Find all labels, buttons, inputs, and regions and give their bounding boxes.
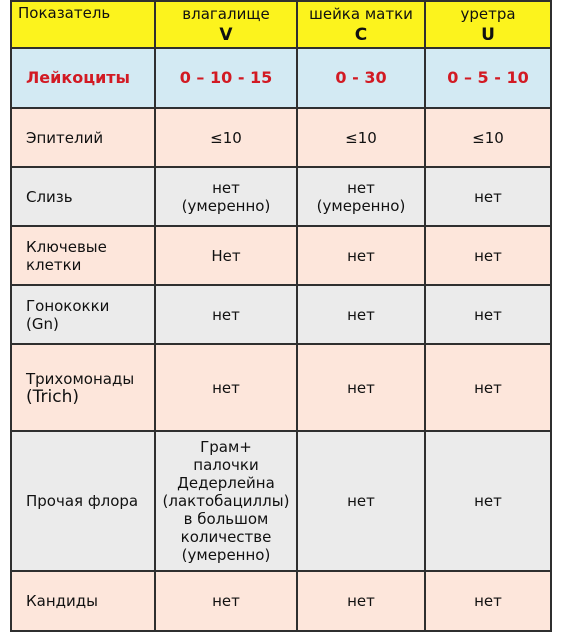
- cell-text: количестве: [180, 528, 272, 546]
- vagina-cell: [155, 344, 297, 431]
- cell-text: (умеренно): [316, 196, 406, 215]
- cell-text: Нет: [211, 246, 241, 265]
- vagina-cell: [155, 226, 297, 285]
- urethra-cell: [425, 285, 551, 344]
- cell-text: нет: [474, 246, 502, 265]
- cell-text: палочки: [193, 456, 259, 474]
- param-cell: [11, 431, 155, 571]
- cell-text: нет: [347, 378, 375, 397]
- table-row: [11, 226, 551, 285]
- urethra-cell: [425, 167, 551, 226]
- urethra-cell: [425, 48, 551, 108]
- cell-text: нет: [347, 592, 375, 610]
- cervix-cell: [297, 571, 425, 631]
- cervix-cell: [297, 108, 425, 167]
- param-cell: [11, 167, 155, 226]
- cell-text: Дедерлейна: [177, 474, 275, 492]
- cell-text: Эпителий: [26, 128, 104, 147]
- table-row: [11, 48, 551, 108]
- cell-text: Ключевые: [26, 237, 107, 256]
- table-row: [11, 285, 551, 344]
- cell-text: Трихомонады: [26, 369, 135, 388]
- cell-text: (лактобациллы): [162, 492, 290, 510]
- cell-text: нет: [212, 378, 240, 397]
- urethra-cell: [425, 226, 551, 285]
- cell-text: 0 – 10 - 15: [179, 68, 273, 87]
- cell-text: (Gn): [26, 314, 59, 333]
- cell-text: нет: [212, 305, 240, 324]
- urethra-cell: [425, 108, 551, 167]
- cell-text: ≤10: [210, 128, 242, 147]
- cell-text: клетки: [26, 255, 82, 274]
- table-row: [11, 431, 551, 571]
- vagina-cell: [155, 48, 297, 108]
- vagina-cell: [155, 108, 297, 167]
- vagina-cell: [155, 285, 297, 344]
- cell-text: нет: [347, 178, 375, 197]
- cervix-cell: [297, 167, 425, 226]
- param-cell: [11, 48, 155, 108]
- cell-text: (умеренно): [181, 546, 271, 564]
- vagina-cell: [155, 571, 297, 631]
- table-row: [11, 571, 551, 631]
- table-row: [11, 167, 551, 226]
- cell-text: нет: [347, 246, 375, 265]
- cell-text: нет: [474, 592, 502, 610]
- cell-text: Кандиды: [26, 592, 98, 610]
- urethra-cell: [425, 344, 551, 431]
- param-cell: [11, 285, 155, 344]
- cell-text: Лейкоциты: [26, 68, 131, 87]
- param-cell: [11, 571, 155, 631]
- cell-text: 0 - 30: [335, 68, 387, 87]
- cell-text: нет: [212, 592, 240, 610]
- param-cell: [11, 108, 155, 167]
- cell-text: нет: [347, 492, 375, 510]
- vagina-cell: [155, 167, 297, 226]
- cell-text: Прочая флора: [26, 492, 139, 510]
- urethra-cell: [425, 571, 551, 631]
- table-row: [11, 344, 551, 431]
- cervix-cell: [297, 48, 425, 108]
- cell-text: ≤10: [472, 128, 504, 147]
- table-header-row: [11, 1, 551, 48]
- cervix-cell: [297, 226, 425, 285]
- header-param: Показатель: [11, 1, 155, 48]
- cell-text: Грам+: [200, 438, 252, 456]
- table-row: [11, 108, 551, 167]
- param-cell: [11, 344, 155, 431]
- cell-text: в большом: [183, 510, 269, 528]
- cell-text: нет: [474, 492, 502, 510]
- cervix-cell: [297, 285, 425, 344]
- vagina-cell: [155, 431, 297, 571]
- cell-text: (умеренно): [181, 196, 271, 215]
- header-vagina: влагалище V: [155, 1, 297, 48]
- cell-text: нет: [474, 187, 502, 206]
- param-cell: [11, 226, 155, 285]
- urethra-cell: [425, 431, 551, 571]
- header-urethra: уретра U: [425, 1, 551, 48]
- cell-text: ≤10: [345, 128, 377, 147]
- cell-text: нет: [474, 378, 502, 397]
- cell-text: Слизь: [26, 187, 73, 206]
- cell-text: нет: [474, 305, 502, 324]
- cell-text: нет: [212, 178, 240, 197]
- header-cervix: шейка матки C: [297, 1, 425, 48]
- smear-norms-table: [10, 0, 552, 632]
- cell-text: 0 – 5 - 10: [447, 68, 529, 87]
- cervix-cell: [297, 344, 425, 431]
- cell-text: нет: [347, 305, 375, 324]
- cell-text: (Trich): [26, 386, 79, 407]
- cervix-cell: [297, 431, 425, 571]
- cell-text: Гонококки: [26, 296, 110, 315]
